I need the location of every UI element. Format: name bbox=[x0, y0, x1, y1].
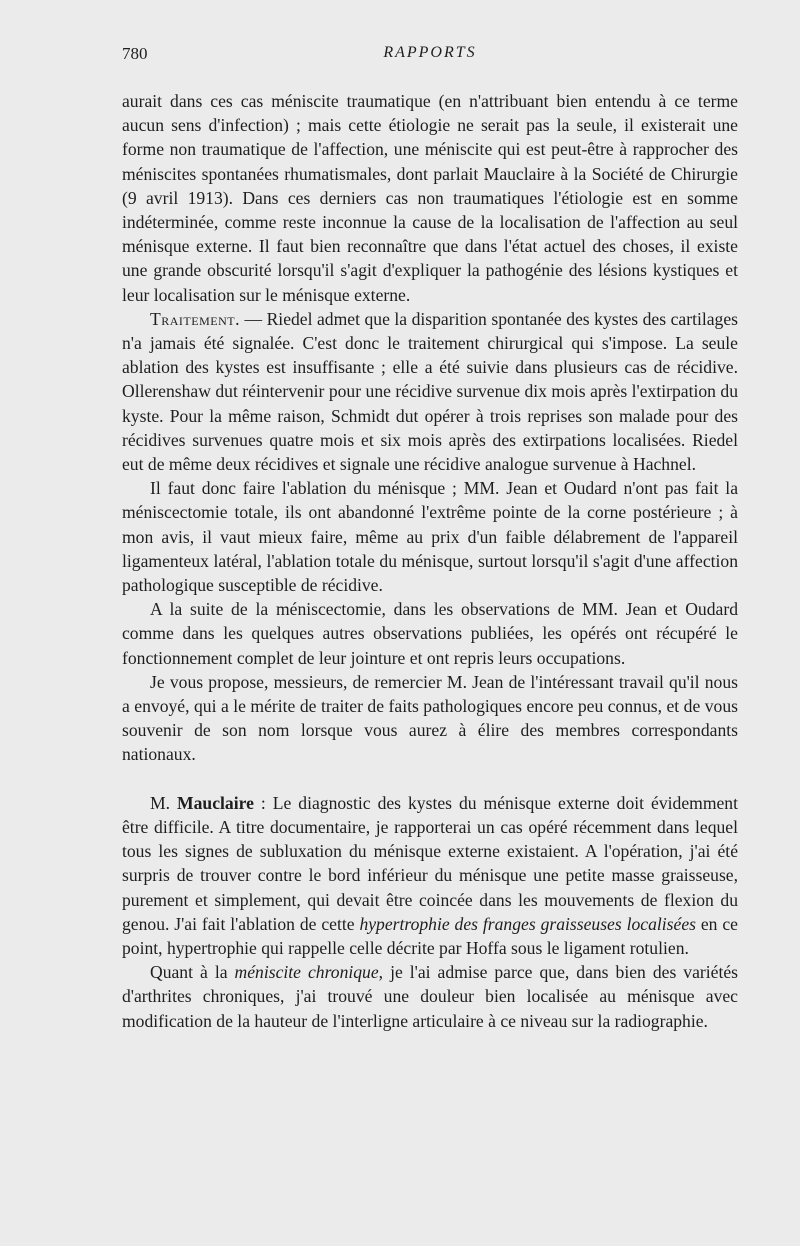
paragraph-1: aurait dans ces cas méniscite traumatique (en n'attribuant bien entendu à ce terme aucun sens d'infection) ; mais cette étiologie ne serait pas la seule, il existerait une forme non traumatique de l'affection, une méniscite qui est peut-être à rapprocher des méniscites spontanées rhumatismales, dont parlait Mauclaire à la Société de Chirurgie (9 avril 1913). Dans ces derniers cas non traumatiques l'étiologie est en somme indéterminée, comme reste inconnue la cause de la localisation de l'affection au seul ménisque externe. Il faut bien reconnaître que dans l'état actuel des choses, il existe une grande obscurité lorsqu'il s'agit d'expliquer la pathogénie des lésions kystiques et leur localisation sur le ménisque externe. bbox=[122, 91, 738, 305]
section-lead-traitement: Traitement. bbox=[150, 308, 240, 329]
paragraph-mauclaire-text-b: en ce point, hypertrophie qui rappelle celle décrite par Hoffa sous le ligament rotulien. bbox=[122, 913, 738, 958]
paragraph-traitement bbox=[122, 307, 738, 476]
paragraph-meniscite-text-b: , je l'ai admise parce que, dans bien des variétés d'arthrites chroniques, j'ai trouvé une douleur bien localisée au ménisque avec modification de la hauteur de l'interligne articulaire à ce niveau sur la radiographie. bbox=[122, 962, 738, 1031]
speaker-prefix: M. bbox=[150, 792, 178, 813]
emphasis-meniscite-chronique: méniscite chronique bbox=[234, 962, 379, 983]
page-header bbox=[122, 44, 738, 68]
page-body bbox=[122, 89, 738, 1033]
section-gap bbox=[122, 767, 738, 791]
paragraph-mauclaire-text-a: : Le diagnostic des kystes du ménisque externe doit évidemment être difficile. A titre documentaire, je rapporterai un cas opéré récemment dans lequel tous les signes de subluxation du ménisque externe existaient. A l'opération, j'ai été surpris de trouver contre le bord inférieur du ménisque une petite masse graisseuse, purement et simplement, qui devait être coincée dans les mouvements de flexion du genou. J'ai fait l'ablation de cette bbox=[122, 792, 738, 934]
paragraph-3: Il faut donc faire l'ablation du ménisque ; MM. Jean et Oudard n'ont pas fait la méniscectomie totale, ils ont abandonné l'extrême pointe de la corne postérieure ; à mon avis, il vaut mieux faire, même au prix d'un faible délabrement de l'appareil ligamenteux latéral, l'ablation totale du ménisque, surtout lorsqu'il s'agit d'une affection pathologique susceptible de récidive. bbox=[122, 478, 738, 596]
paragraph-traitement-text: — Riedel admet que la disparition spontanée des kystes des cartilages n'a jamais été signalée. C'est donc le traitement chirurgical qui s'impose. La seule ablation des kystes est insuffisante ; elle a été suivie dans plusieurs cas de récidive. Ollerenshaw dut réintervenir pour une récidive survenue dix mois après l'extirpation du kyste. Pour la même raison, Schmidt dut opérer à trois reprises son malade pour des récidives survenues quatre mois et six mois après des extirpations localisées. Riedel eut de même deux récidives et signale une récidive analogue survenue à Hachnel. bbox=[122, 308, 738, 475]
speaker-name: Mauclaire bbox=[177, 792, 254, 813]
page-number: 780 bbox=[122, 44, 148, 63]
running-title: RAPPORTS bbox=[383, 44, 477, 61]
paragraph-meniscite-text-a: Quant à la bbox=[150, 962, 235, 983]
emphasis-hypertrophie: hypertrophie des franges graisseuses localisées bbox=[359, 913, 696, 934]
paragraph-meniscite bbox=[122, 960, 738, 1033]
paragraph-5: Je vous propose, messieurs, de remercier M. Jean de l'intéressant travail qu'il nous a envoyé, qui a le mérite de traiter de faits pathologiques encore peu connus, et de vous souvenir de son nom lorsque vous aurez à élire des membres correspondants nationaux. bbox=[122, 671, 738, 765]
paragraph-4: A la suite de la méniscectomie, dans les observations de MM. Jean et Oudard comme dans les quelques autres observations publiées, les opérés ont récupéré le fonctionnement complet de leur jointure et ont repris leurs occupations. bbox=[122, 599, 738, 668]
paragraph-mauclaire bbox=[122, 791, 738, 960]
